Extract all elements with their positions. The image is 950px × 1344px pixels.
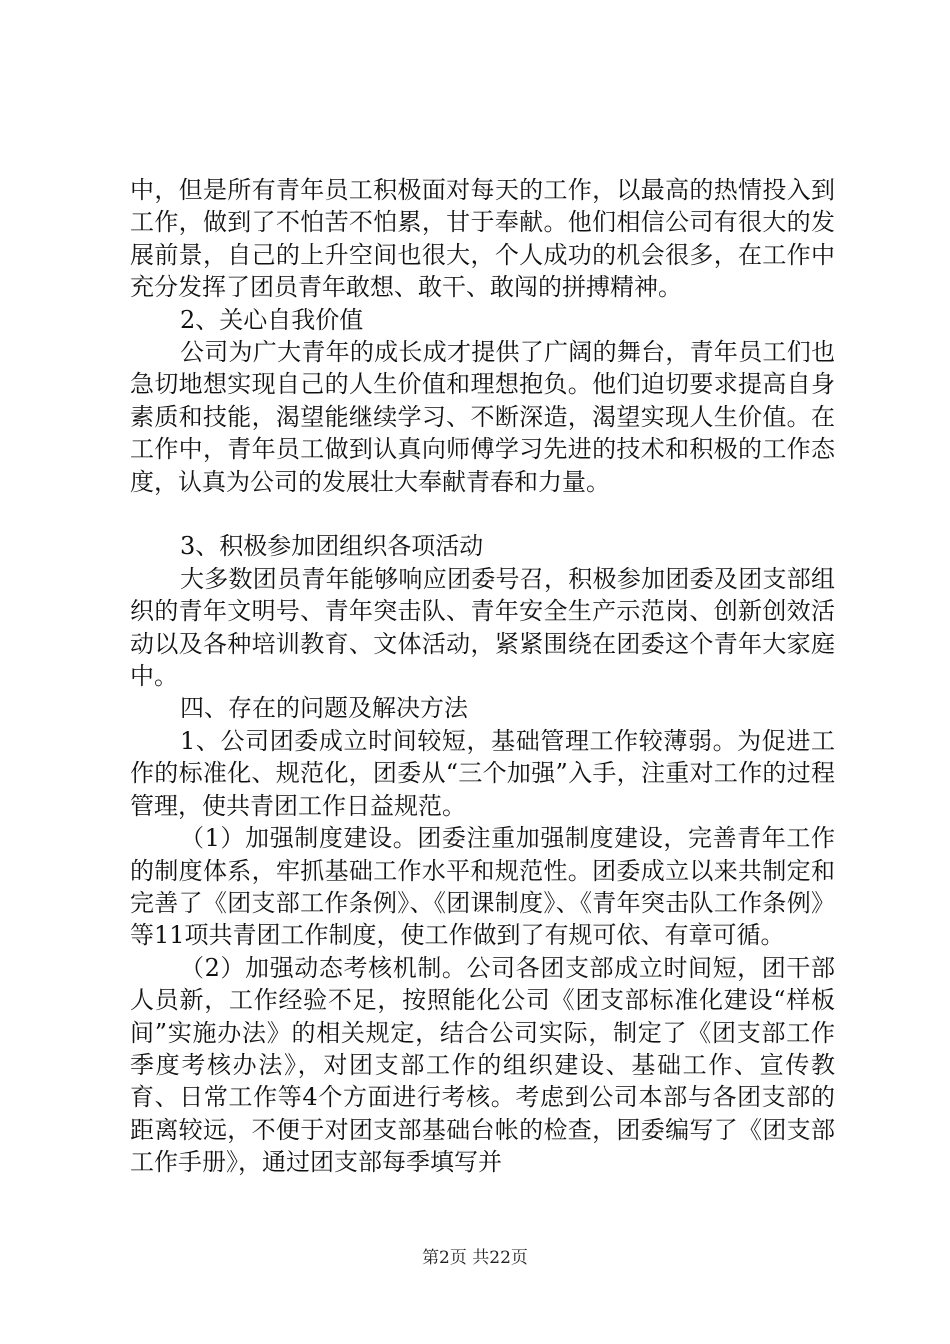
document-body	[130, 174, 835, 1179]
section-heading-self-value: 2、关心自我价值	[180, 305, 364, 334]
paragraph-continuation: 中，但是所有青年员工积极面对每天的工作，以最高的热情投入到工作，做到了不怕苦不怕累，甘于奉献。他们相信公司有很大的发展前景，自己的上升空间也很大，个人成功的机会很多，在工作中充分发挥了团员青年敢想、敢干、敢闯的拼搏精神。	[130, 176, 835, 302]
paragraph-activities: 大多数团员青年能够响应团委号召，积极参加团委及团支部组织的青年文明号、青年突击队、青年安全生产示范岗、创新创效活动以及各种培训教育、文体活动，紧紧围绕在团委这个青年大家庭中。	[130, 564, 835, 691]
paragraph-system-building: （1）加强制度建设。团委注重加强制度建设，完善青年工作的制度体系，牢抓基础工作水平和规范性。团委成立以来共制定和完善了《团支部工作条例》、《团课制度》、《青年突击队工作条例》等11项共青团工作制度，使工作做到了有规可依、有章可循。	[130, 824, 835, 950]
section-heading-problems: 四、存在的问题及解决方法	[180, 694, 468, 723]
section-heading-activities: 3、积极参加团组织各项活动	[180, 532, 484, 561]
page-number-footer: 第2页 共22页	[422, 1248, 528, 1268]
paragraph-self-value: 公司为广大青年的成长成才提供了广阔的舞台，青年员工们也急切地想实现自己的人生价值和理想抱负。他们迫切要求提高自身素质和技能，渴望能继续学习、不断深造，渴望实现人生价值。在工作中，青年员工做到认真向师傅学习先进的技术和积极的工作态度，认真为公司的发展壮大奉献青春和力量。	[130, 338, 835, 496]
paragraph-spacer	[130, 498, 835, 530]
paragraph-problem-1: 1、公司团委成立时间较短，基础管理工作较薄弱。为促进工作的标准化、规范化，团委从“三个加强”入手，注重对工作的过程管理，使共青团工作日益规范。	[130, 726, 835, 820]
paragraph-assessment-mechanism: （2）加强动态考核机制。公司各团支部成立时间短，团干部人员新，工作经验不足，按照能化公司《团支部标准化建设“样板间”实施办法》的相关规定，结合公司实际，制定了《团支部工作季度考核办法》，对团支部工作的组织建设、基础工作、宣传教育、日常工作等4个方面进行考核。考虑到公司本部与各团支部的距离较远，不便于对团支部基础台帐的检查，团委编写了《团支部工作手册》，通过团支部每季填写并	[130, 953, 835, 1177]
